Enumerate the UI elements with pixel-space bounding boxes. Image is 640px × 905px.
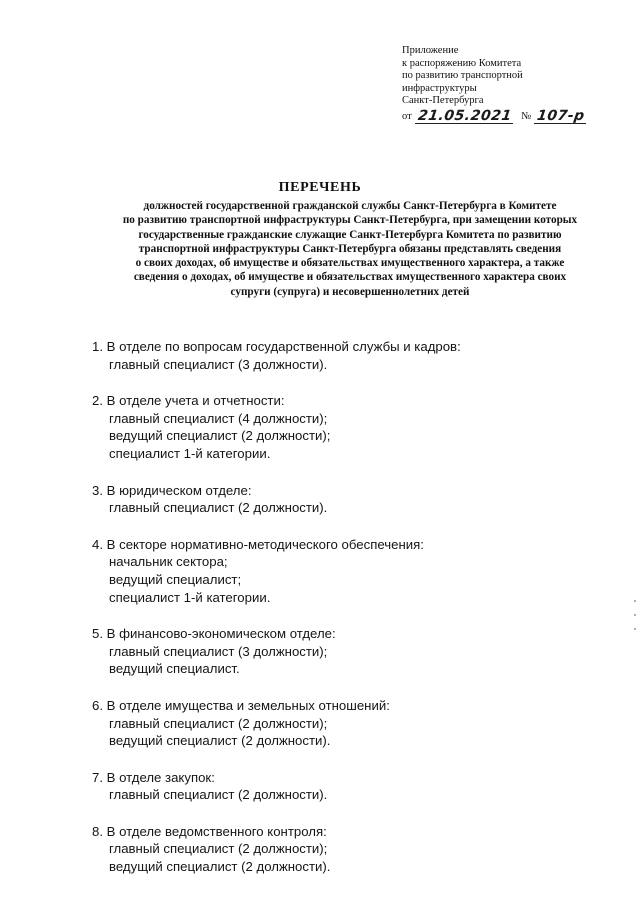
section-heading: 2. В отделе учета и отчетности:: [92, 393, 285, 409]
section-heading: 4. В секторе нормативно-методического обеспечения:: [92, 536, 424, 552]
subtitle-line: о своих доходах, об имуществе и обязательствах имущественного характера, а также: [135, 257, 565, 270]
list-section: [92, 697, 612, 750]
position-item: главный специалист (2 должности);: [109, 841, 328, 857]
list-section: [92, 625, 612, 678]
section-heading: 8. В отделе ведомственного контроля:: [92, 823, 327, 839]
position-item: ведущий специалист (2 должности).: [109, 859, 331, 875]
list-section: [92, 392, 612, 462]
positions-list: [92, 338, 612, 895]
position-item: главный специалист (2 должности);: [109, 715, 328, 731]
section-heading: 6. В отделе имущества и земельных отношений:: [92, 697, 390, 713]
appendix-line: Приложение: [402, 45, 459, 56]
position-item: ведущий специалист.: [109, 661, 240, 677]
handwritten-date: 21.05.2021: [416, 107, 513, 124]
order-date-number-line: [402, 109, 602, 124]
position-item: главный специалист (3 должности).: [109, 356, 328, 372]
section-heading: 7. В отделе закупок:: [92, 769, 215, 785]
scan-dot: [634, 600, 636, 602]
date-prefix: от: [402, 111, 412, 123]
position-item: специалист 1-й категории.: [109, 589, 271, 605]
list-section: [92, 536, 612, 606]
subtitle-line: должностей государственной гражданской службы Санкт-Петербурга в Комитете: [143, 200, 557, 212]
appendix-line: Санкт-Петербурга: [402, 95, 484, 107]
appendix-line: инфраструктуры: [402, 82, 477, 94]
section-heading: 5. В финансово-экономическом отделе:: [92, 626, 336, 642]
position-item: ведущий специалист;: [109, 571, 242, 587]
position-item: главный специалист (2 должности).: [109, 787, 328, 803]
scan-margin-marks: [634, 600, 636, 660]
number-prefix: №: [521, 111, 532, 123]
subtitle-line: сведения о доходах, об имуществе и обязательствах имущественного характера своих: [133, 271, 567, 284]
document-title: ПЕРЕЧЕНЬ: [278, 180, 362, 195]
position-item: начальник сектора;: [109, 554, 228, 570]
handwritten-number: 107-р: [536, 107, 587, 124]
position-item: ведущий специалист (2 должности).: [109, 733, 331, 749]
list-section: [92, 769, 612, 804]
scan-dot: [634, 614, 636, 616]
appendix-block: [402, 45, 602, 124]
position-item: главный специалист (3 должности);: [109, 643, 328, 659]
subtitle-line: супруги (супруга) и несовершеннолетних детей: [230, 285, 470, 298]
subtitle-line: государственные гражданские служащие Санкт-Петербурга Комитета по развитию: [138, 228, 562, 241]
scan-dot: [634, 628, 636, 630]
position-item: специалист 1-й категории.: [109, 445, 271, 461]
list-section: [92, 482, 612, 517]
position-item: главный специалист (4 должности);: [109, 410, 328, 426]
subtitle-line: транспортной инфраструктуры Санкт-Петербурга обязаны представлять сведения: [138, 242, 562, 255]
appendix-line: к распоряжению Комитета: [402, 57, 522, 69]
position-item: ведущий специалист (2 должности);: [109, 428, 331, 444]
section-heading: 1. В отделе по вопросам государственной службы и кадров:: [92, 339, 461, 354]
document-subtitle: [60, 199, 640, 299]
list-section: [92, 823, 612, 876]
position-item: главный специалист (2 должности).: [109, 500, 328, 516]
subtitle-line: по развитию транспортной инфраструктуры Санкт-Петербурга, при замещении которых: [122, 214, 578, 227]
appendix-line: по развитию транспортной: [402, 70, 523, 82]
section-heading: 3. В юридическом отделе:: [92, 482, 252, 498]
list-section: [92, 338, 612, 373]
